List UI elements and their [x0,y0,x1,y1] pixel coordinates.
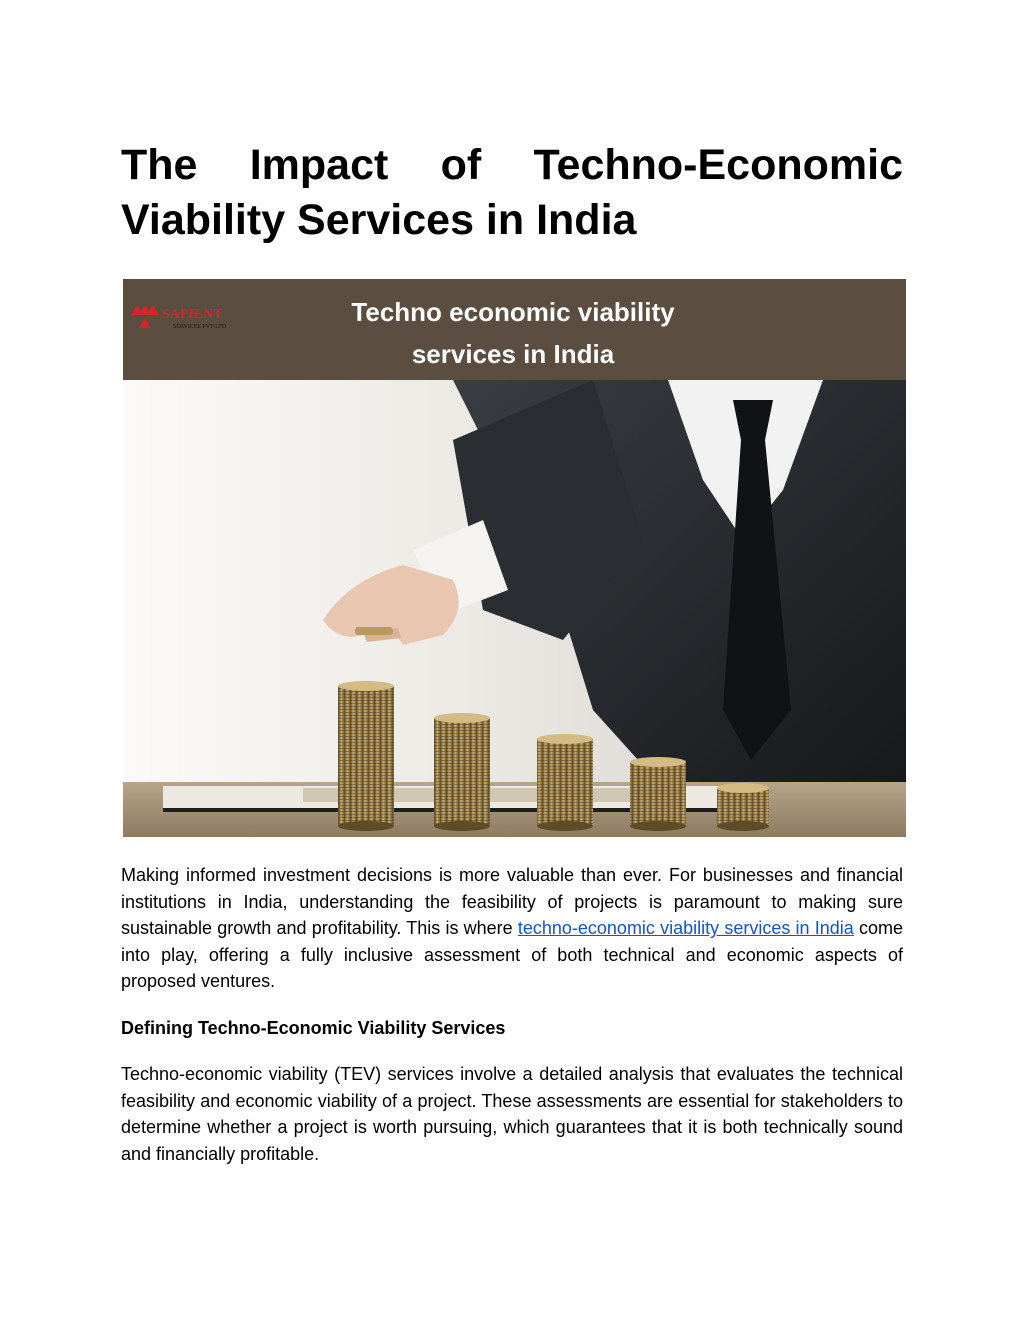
logo-name: SAPIENT [162,307,223,322]
page-title: The Impact of Techno-Economic Viability Services in India [121,141,903,244]
hero-image [123,279,906,837]
banner-heading-line2: services in India [411,339,615,369]
tev-services-link[interactable]: techno-economic viability services in India [517,918,854,939]
hero-banner [123,279,906,380]
intro-text-before-link: Making informed investment decisions is more valuable than ever. For businesses and financial institutions in India, understanding the feasibility of projects is paramount to making sure sustainable growth and profitability. This is where [121,865,903,939]
intro-text-after-link: come into play, offering a fully inclusive assessment of both technical and economic aspects of proposed ventures. [121,918,903,992]
banner-heading [293,291,733,375]
section-heading: Defining Techno-Economic Viability Services [121,1018,506,1038]
banner-heading-line1: Techno economic viability [351,297,675,327]
coins-photo [123,380,906,837]
definition-paragraph: Techno-economic viability (TEV) services involve a detailed analysis that evaluates the technical feasibility and economic viability of a project. These assessments are essential for stakeholders to determine whether a project is worth pursuing, which guarantees that it is both technically sound and financially profitable. [121,1064,903,1164]
logo-subtitle: SERVICES PVT LTD [173,324,227,330]
intro-paragraph [121,862,903,995]
sapient-logo [131,302,251,332]
